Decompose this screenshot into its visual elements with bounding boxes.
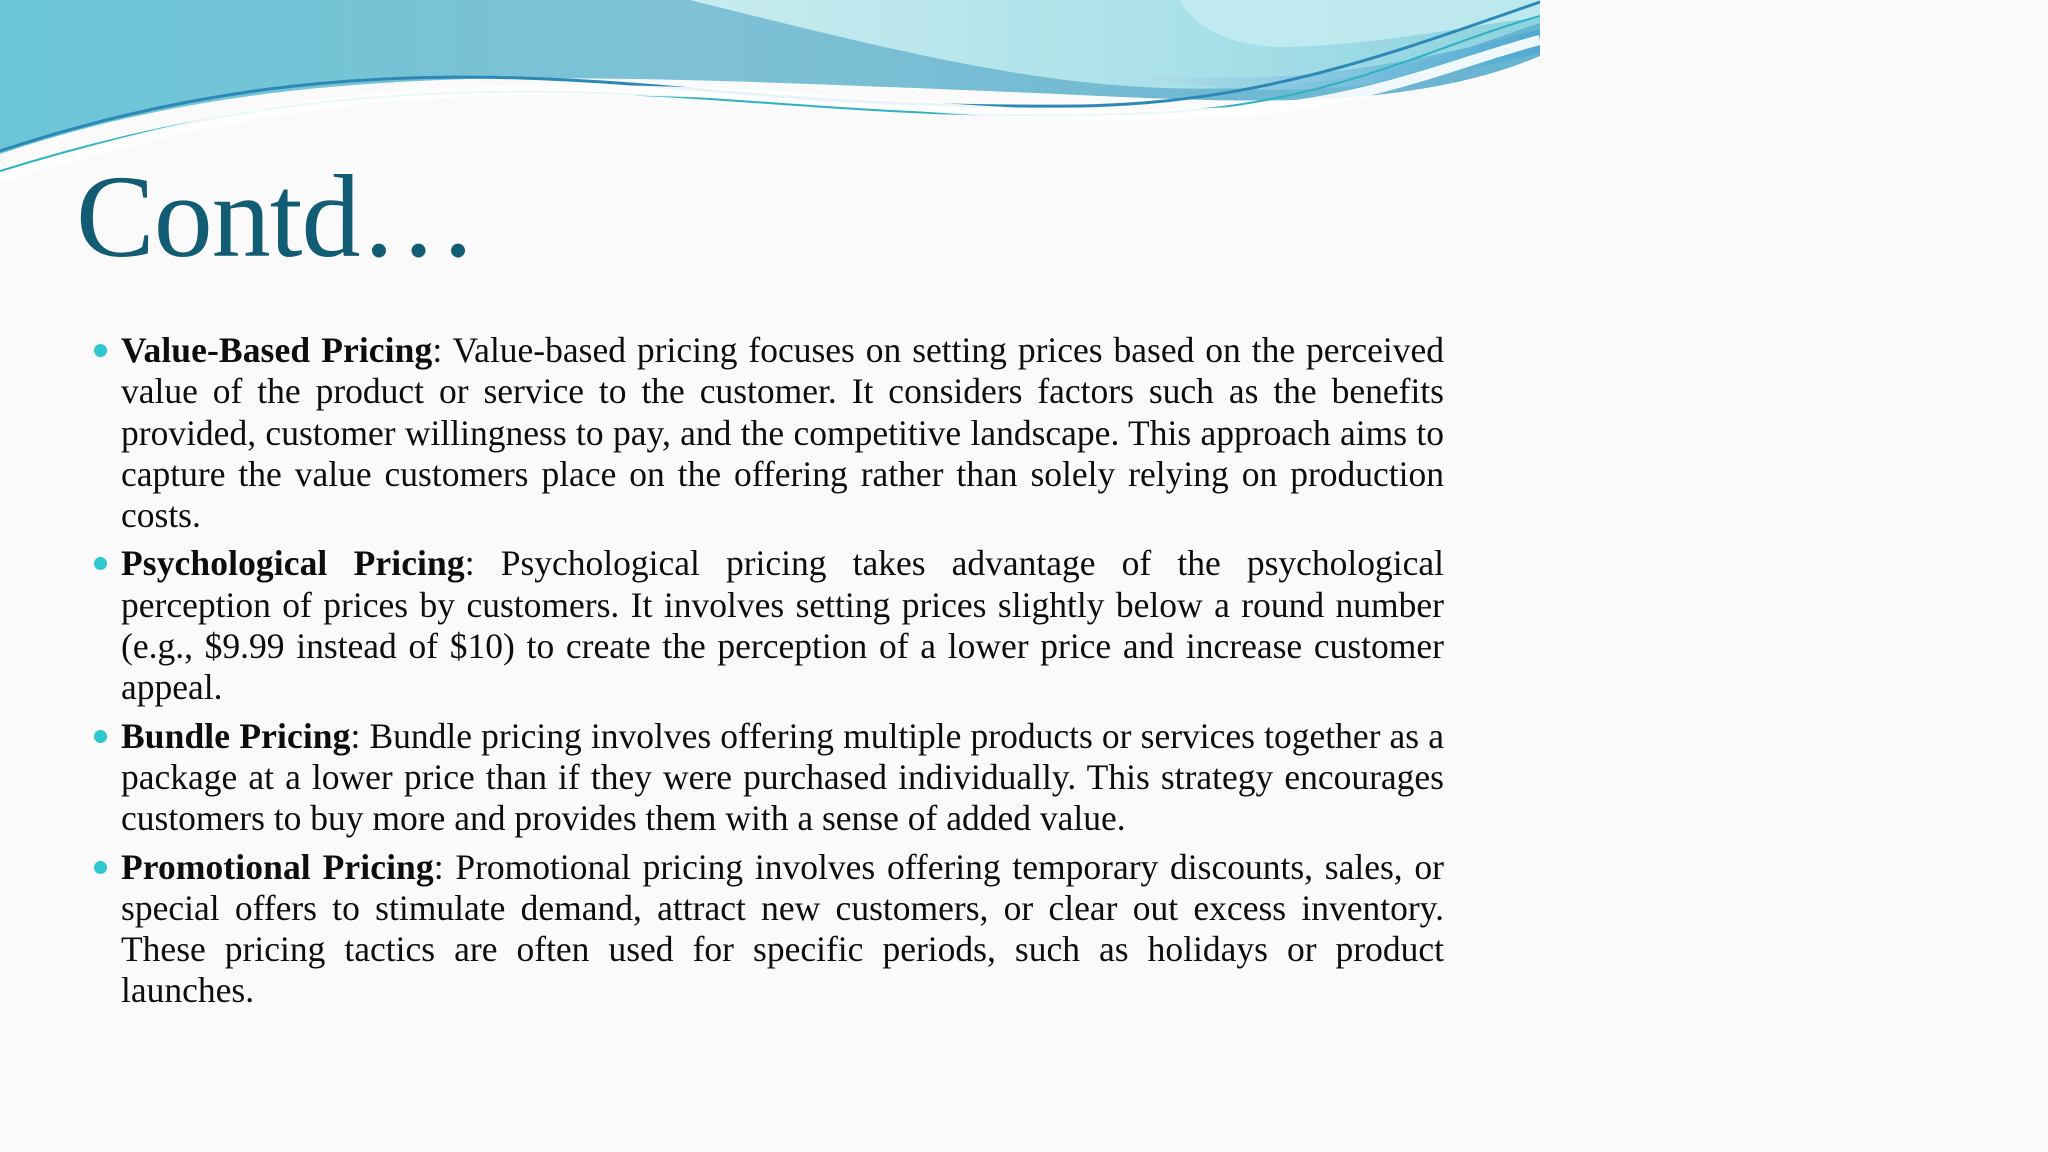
bullet-point-icon	[94, 344, 107, 357]
bullet-promotional-pricing	[94, 847, 1444, 1012]
bullet-term: Psychological Pricing	[121, 543, 465, 584]
bullet-description: Psychological pricing takes advantage of the psychological perception of prices by customers. It involves setting prices slightly below a round number (e.g., $9.99 instead of $10) to create the perception of a lower price and increase customer appeal.	[121, 543, 1444, 708]
bullet-description: Bundle pricing involves offering multiple products or services together as a package at a lower price than if they were purchased individually. This strategy encourages customers to buy more and provides them with a sense of added value.	[121, 715, 1444, 839]
bullet-bundle-pricing	[94, 716, 1444, 840]
bullet-point-icon	[94, 861, 107, 874]
bullet-point-icon	[94, 730, 107, 743]
bullet-point-icon	[94, 557, 107, 570]
slide-title: Contd…	[76, 151, 477, 282]
bullet-term: Bundle Pricing	[121, 715, 351, 756]
bullet-value-based-pricing	[94, 330, 1444, 536]
bullet-term: Value-Based Pricing	[121, 330, 433, 370]
bullet-term-separator: :	[464, 543, 475, 584]
bullet-term: Promotional Pricing	[121, 846, 434, 887]
bullet-description: Promotional pricing involves offering temporary discounts, sales, or special offers to stimulate demand, attract new customers, or clear out excess inventory. These pricing tactics are often used for specific periods, such as holidays or product launches.	[121, 846, 1444, 1011]
bullet-description: Value-based pricing focuses on setting prices based on the perceived value of the product or service to the customer. It considers factors such as the benefits provided, customer willingness to pay, and the competitive landscape. This approach aims to capture the value customers place on the offering rather than solely relying on production costs.	[121, 330, 1444, 536]
pricing-bullet-list	[94, 330, 1444, 1019]
bullet-term-separator: :	[350, 715, 361, 756]
bullet-term-separator: :	[433, 846, 444, 887]
bullet-term-separator: :	[432, 330, 443, 370]
bullet-psychological-pricing	[94, 543, 1444, 708]
